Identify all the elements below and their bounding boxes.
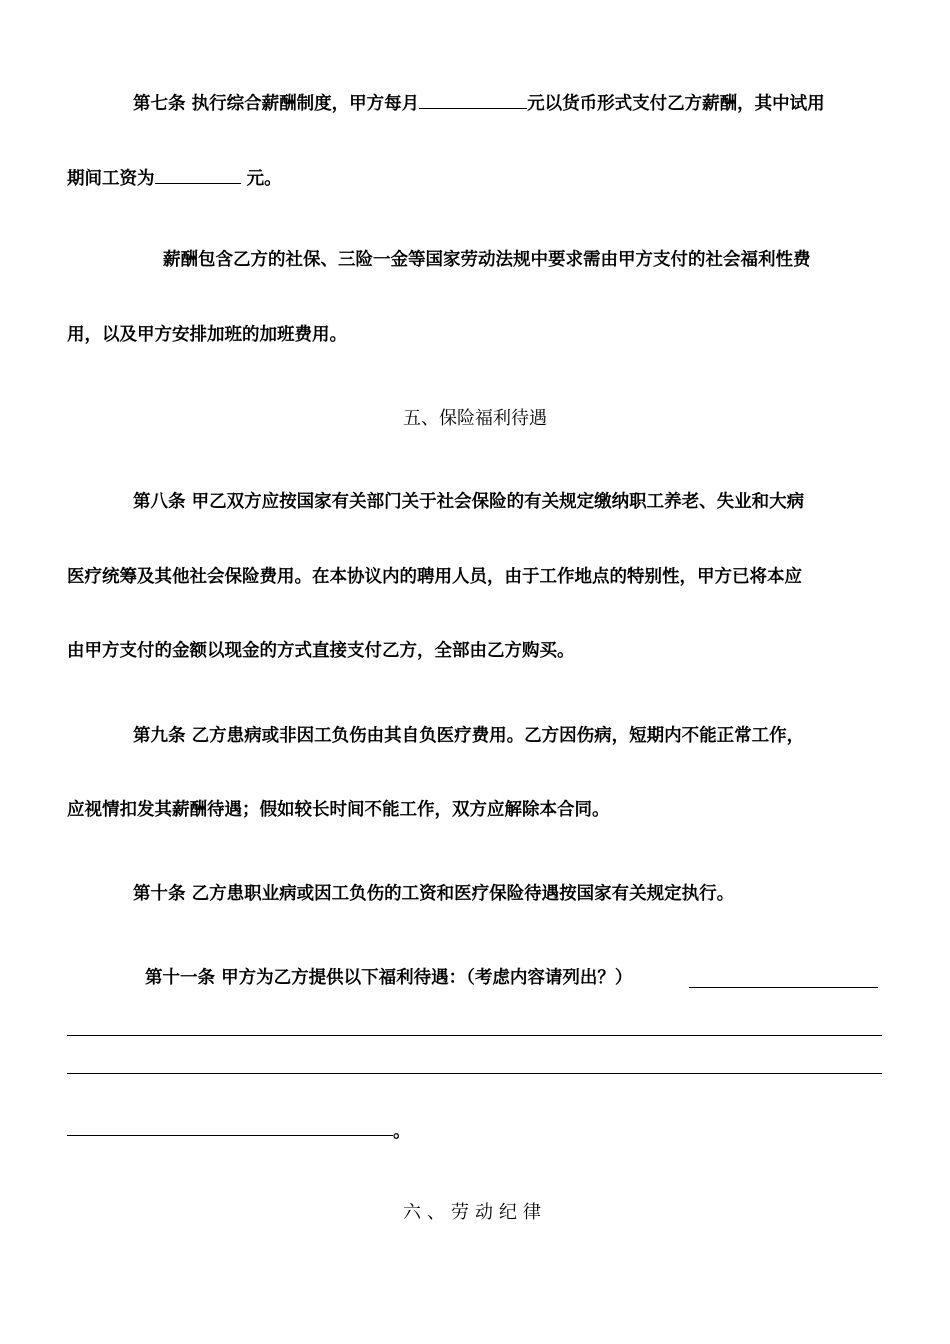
probation-salary-blank[interactable]: [155, 165, 241, 184]
article-7-text-d: 元。: [240, 169, 282, 189]
salary-note-line-2: 用，以及甲方安排加班的加班费用。: [67, 325, 347, 345]
article-10-line-1: 第十条 乙方患职业病或因工负伤的工资和医疗保险待遇按国家有关规定执行。: [133, 884, 735, 904]
benefits-blank-4[interactable]: [67, 1135, 393, 1136]
article-8-line-3: 由甲方支付的金额以现金的方式直接支付乙方，全部由乙方购买。: [67, 641, 575, 661]
article-7-line-1: [133, 90, 825, 116]
article-7-line-2: [67, 165, 282, 191]
article-7-text-c: 期间工资为: [67, 169, 155, 189]
article-8-line-1: 第八条 甲乙双方应按国家有关部门关于社会保险的有关规定缴纳职工养老、失业和大病: [133, 492, 805, 512]
article-7-text-b: 元以货币形式支付乙方薪酬，其中试用: [527, 94, 825, 114]
benefits-blank-2[interactable]: [67, 1035, 882, 1036]
section-5-title: 五、保险福利待遇: [403, 408, 547, 429]
article-9-line-1: 第九条 乙方患病或非因工负伤由其自负医疗费用。乙方因伤病，短期内不能正常工作，: [133, 726, 805, 746]
article-11-end-mark: 。: [393, 1122, 411, 1142]
benefits-blank-3[interactable]: [67, 1073, 882, 1074]
article-11-line-1: [145, 966, 632, 990]
monthly-salary-blank[interactable]: [419, 90, 527, 109]
article-9-line-2: 应视情扣发其薪酬待遇；假如较长时间不能工作，双方应解除本合同。: [67, 800, 610, 820]
article-7-text-a: 第七条 执行综合薪酬制度，甲方每月: [133, 94, 420, 114]
article-11-text: 第十一条 甲方为乙方提供以下福利待遇：（考虑内容请列出？）: [145, 968, 633, 988]
section-6-title: 六、劳动纪律: [403, 1202, 547, 1223]
article-8-line-2: 医疗统筹及其他社会保险费用。在本协议内的聘用人员，由于工作地点的特别性，甲方已将本应: [67, 567, 802, 587]
salary-note-line-1: 薪酬包含乙方的社保、三险一金等国家劳动法规中要求需由甲方支付的社会福利性费: [163, 250, 811, 270]
benefits-blank-1[interactable]: [689, 987, 878, 988]
